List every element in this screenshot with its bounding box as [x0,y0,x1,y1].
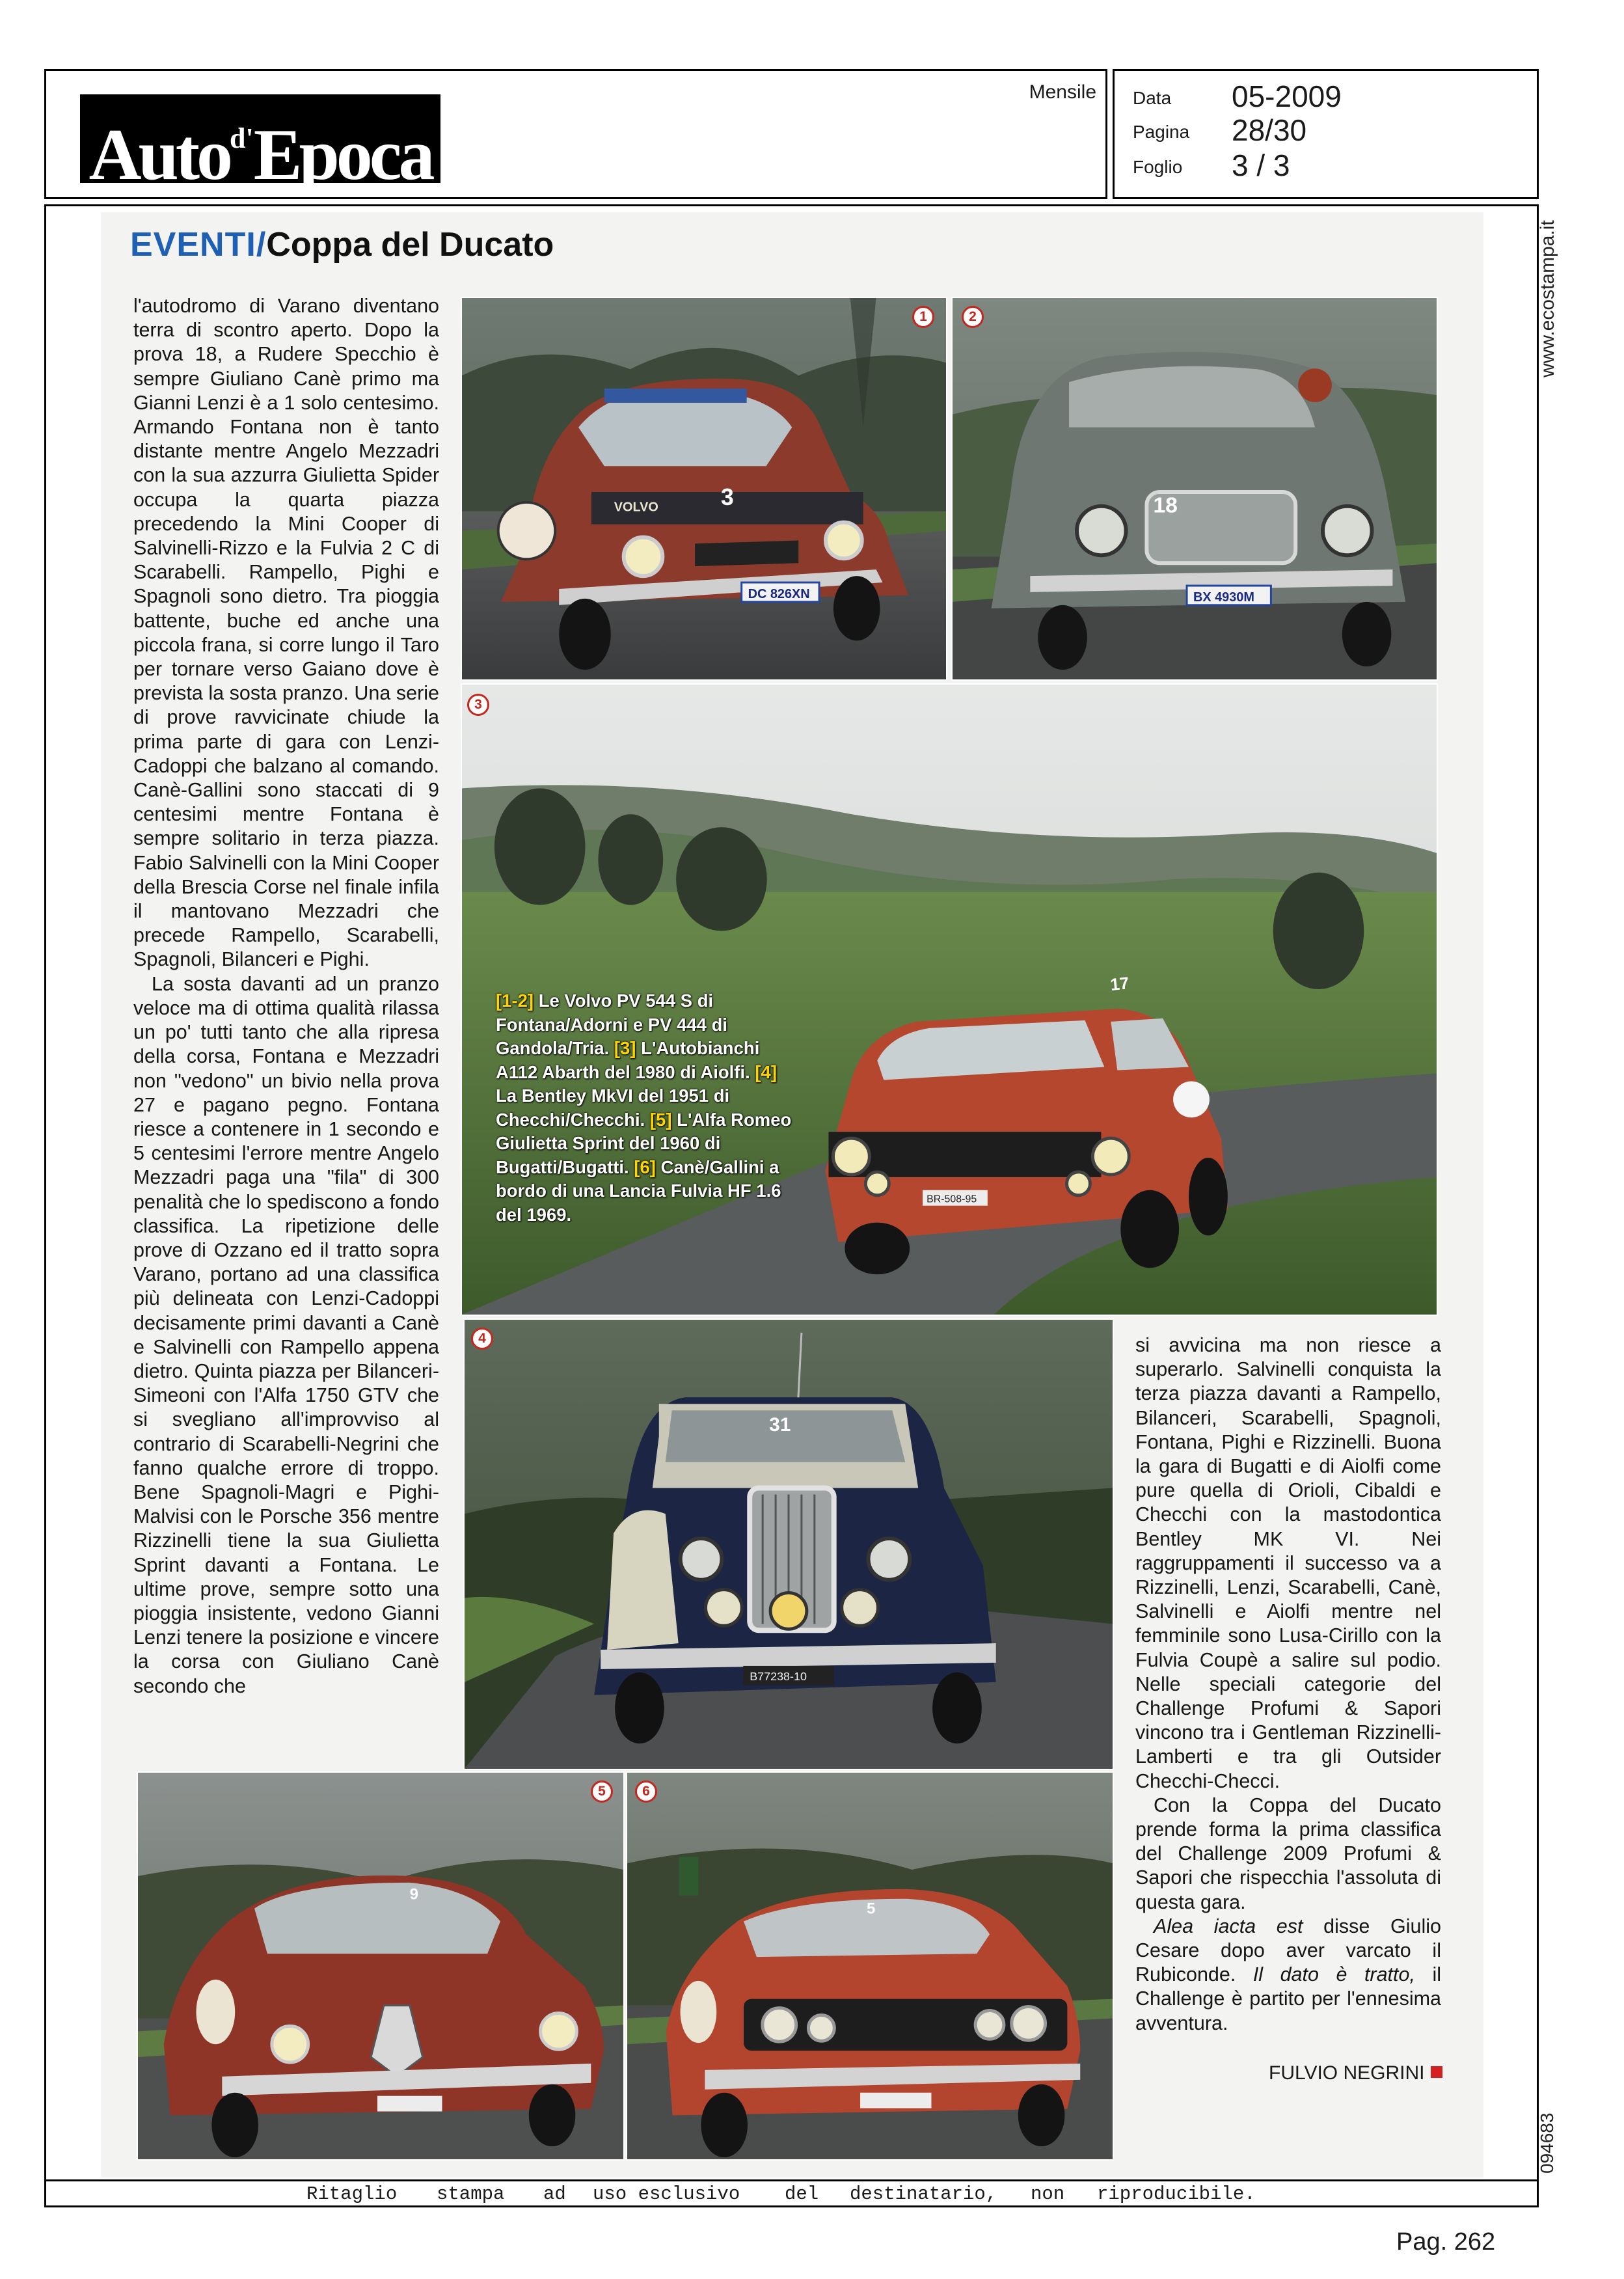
quote-alea-iacta-est: Alea iacta est [1154,1915,1303,1937]
meta-pagina-label: Pagina [1133,122,1190,142]
caption-text-6: Canè/Gallini a bordo di una Lancia Fulvia HF 1.6 del 1969. [496,1156,781,1225]
end-mark-square [1431,2066,1442,2078]
column-right-paragraph-2: Con la Coppa del Ducato prende forma la prima classifica del Challenge 2009 Profumi & Sapori che rispecchia l'assoluta di questa gara. [1135,1794,1441,1913]
logo-text-sup: d' [230,122,254,154]
caption-ref-1: [1-2] [496,990,534,1011]
paragraph-3-text-2: il Challenge è partito per l'ennesima avventura. [1135,1963,1442,2034]
photo-alfa-giulietta-sprint [137,1771,625,2161]
caption-ref-3: [3] [614,1038,636,1058]
photo-number-badge: 6 [635,1781,657,1803]
masthead-logo [80,94,440,195]
photo-number-badge: 5 [591,1781,613,1803]
title-kicker: EVENTI/ [130,226,267,264]
disclaimer-word: non [1031,2183,1065,2205]
article-title [130,225,554,264]
giulietta-illustration [138,1773,623,2159]
caption-text-3: L'Autobianchi A112 Abarth del 1980 di Aiolfi. [496,1038,760,1082]
clipping-disclaimer [44,2183,1539,2205]
caption-text-4: La Bentley MkVI del 1951 di Checchi/Checchi. [496,1085,730,1130]
meta-data-value: 05-2009 [1232,79,1342,113]
publication-frequency: Mensile [1029,81,1096,103]
disclaimer-word: destinatario, [850,2183,997,2205]
disclaimer-divider [44,2179,1539,2181]
caption-ref-6: [6] [634,1156,656,1177]
bentley-race-number: 31 [769,1414,791,1436]
quote-il-dato-e-tratto: Il dato è tratto, [1252,1963,1415,1986]
side-url-text: www.ecostampa.it [1537,220,1558,377]
logo-text-end: Epoca [253,115,432,195]
a112-plate-text: BR-508-95 [927,1194,977,1205]
bentley-plate-text: B77238-10 [750,1669,807,1683]
page-number: Pag. 262 [1396,2228,1496,2256]
meta-foglio-label: Foglio [1133,157,1183,177]
meta-pagina-value: 28/30 [1232,113,1307,147]
logo-text-main: Auto [88,115,230,195]
disclaimer-word: ad [543,2183,566,2205]
disclaimer-word: riproducibile. [1097,2183,1256,2205]
article-column-left [133,294,439,1699]
fulvia-illustration [627,1773,1113,2159]
photo-volvo-pv544 [461,297,947,681]
caption-text-1: Le Volvo PV 544 S di Fontana/Adorni e PV 444 di Gandola/Tria. [496,990,728,1058]
caption-ref-5: [5] [649,1109,672,1130]
volvo-pv544-illustration [462,298,946,679]
header-masthead-box [44,69,1107,199]
photo-bentley-mkvi [463,1318,1114,1770]
article-byline [1269,2062,1442,2084]
pv444-race-number: 18 [1153,493,1178,518]
photo-caption [496,989,802,1227]
photo-lancia-fulvia-hf [626,1771,1114,2161]
pv444-plate-text: BX 4930M [1193,590,1254,605]
meta-data-label: Data [1133,88,1172,108]
volvo-pv444-illustration [953,298,1437,679]
caption-ref-4: [4] [755,1061,777,1082]
disclaimer-word: stampa [437,2183,505,2205]
volvo-badge-text: VOLVO [614,500,658,515]
fulvia-race-number: 5 [867,1900,876,1918]
column-right-paragraph-1: si avvicina ma non riesce a superarlo. Salvinelli conquista la terza piazza davanti a Rampello, Bilanceri, Scarabelli, Spagnoli, Fontana, Pighi e Rizzinelli. Buona la gara di Bugatti e di Aiolfi come pure quella di Orioli, Cibaldi e Checchi con la mastodontica Bentley MK VI. Nei raggruppamenti il successo va a Rizzinelli, Lenzi, Scarabelli, Canè, Salvinelli e Aiolfi mentre nel femminile sono Lusa-Cirillo con la Fulvia Coupè a salire sul podio. Nelle speciali categorie del Challenge Profumi & Sapori vincono tra i Gentleman Rizzinelli-Lamberti e tra gli Outsider Checchi-Checci. [1135,1334,1441,1792]
bentley-illustration [465,1320,1113,1769]
a112-race-number: 17 [1109,974,1130,995]
giulietta-race-number: 9 [409,1885,419,1904]
photo-number-badge: 3 [467,694,489,716]
title-topic: Coppa del Ducato [266,226,554,264]
column-right-paragraph-3 [1135,1915,1441,2036]
byline-author: FULVIO NEGRINI [1269,2062,1425,2084]
column-left-paragraph-1: l'autodromo di Varano diventano terra di scontro aperto. Dopo la prova 18, a Rudere Specchio è sempre Giuliano Canè primo ma Gianni Lenzi è a 1 solo centesimo. Armando Fontana non è tanto distante mentre Angelo Mezzadri con la sua azzurra Giulietta Spider occupa la quarta piazza precedendo la Mini Cooper di Salvinelli-Rizzo e la Fulvia 2 C di Scarabelli. Rampello, Pighi e Spagnoli sono dietro. Tra pioggia battente, buche ed anche una piccola frana, si corre lungo il Taro per tornare verso Gaiano dove è prevista la sosta pranzo. Una serie di prove ravvicinate chiude la prima parte di gara con Lenzi-Cadoppi che balzano al comando. Canè-Gallini sono staccati di 9 centesimi mentre Fontana è sempre solitario in terza piazza. Fabio Salvinelli con la Mini Cooper della Brescia Corse nel finale infila il mantovano Mezzadri che precede Rampello, Scarabelli, Spagnoli, Bilanceri e Pighi. [133,295,439,971]
volvo-plate-text: DC 826XN [748,586,810,601]
paragraph-3-text-1: disse Giulio Cesare dopo aver varcato il Rubiconde. [1135,1915,1441,1986]
photo-number-badge: 4 [471,1328,493,1350]
disclaimer-word: del [785,2183,819,2205]
photo-volvo-pv444 [951,297,1438,681]
meta-foglio-value: 3 / 3 [1232,148,1290,182]
disclaimer-word: Ritaglio [306,2183,398,2205]
article-column-right [1135,1333,1441,2036]
volvo-race-number: 3 [720,484,734,510]
photo-number-badge: 2 [962,306,984,328]
caption-text-5: L'Alfa Romeo Giulietta Sprint del 1960 di Bugatti/Bugatti. [496,1109,792,1177]
disclaimer-word: uso esclusivo [593,2183,740,2205]
photo-number-badge: 1 [912,306,934,328]
column-left-paragraph-2: La sosta davanti ad un pranzo veloce ma di ottima qualità rilassa un po' tutti tanto che alla ripresa della corsa, Fontana e Mezzadri non "vedono" un bivio nella prova 27 e pagano pegno. Fontana riesce a contenere in 1 secondo e 5 centesimi l'errore mentre Angelo Mezzadri paga una "fila" di 300 penalità che lo spediscono a fondo classifica. La ripetizione delle prove di Ozzano ed il tratto sopra Varano, portano ad una classifica più delineata con Lenzi-Cadoppi decisamente primi davanti a Canè e Salvinelli con Rampello appena dietro. Quinta piazza per Bilanceri-Simeoni con l'Alfa 1750 GTV che si svegliano all'improvviso al contrario di Scarabelli-Negrini che fanno qualche errore di troppo. Bene Spagnoli-Magri e Pighi-Malvisi con le Porsche 356 mentre Rizzinelli tiene la sua Giulietta Sprint davanti a Fontana. Le ultime prove, sempre sotto una pioggia insistente, vedono Gianni Lenzi tenere la posizione e vincere la corsa con Giuliano Canè secondo che [133,972,439,1697]
header-meta-box [1113,69,1539,199]
side-code-text: 094683 [1537,2112,1557,2174]
